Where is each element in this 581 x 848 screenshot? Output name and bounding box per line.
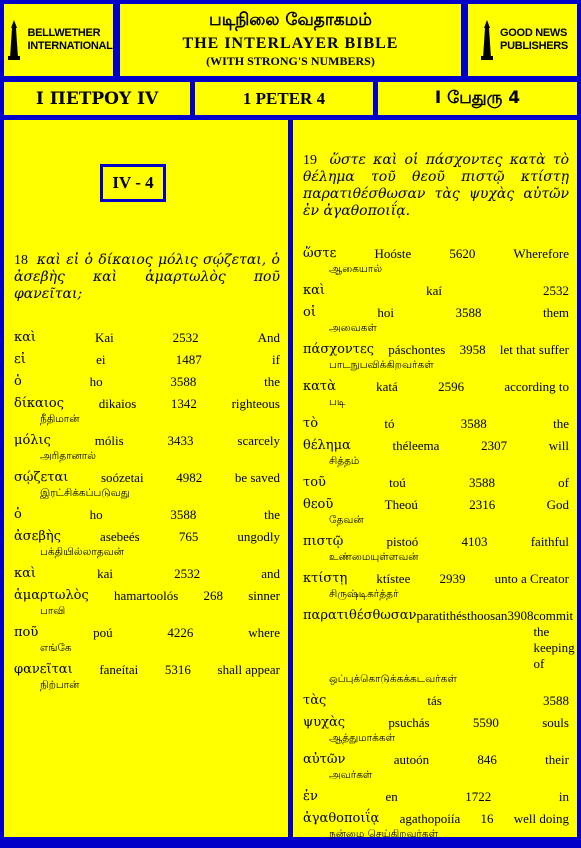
strong-number: 846	[477, 752, 497, 767]
word-list	[303, 246, 575, 848]
transliteration: soózetai	[100, 470, 144, 485]
right-column	[293, 120, 577, 840]
word-entry	[14, 566, 280, 582]
tamil-gloss: அவர்கள்	[329, 769, 373, 781]
transliteration: ktístee	[376, 571, 411, 586]
verse-greek-text: ὥστε καὶ οἱ πάσχοντες κατὰ τὸ θέλημα τοῦ θεοῦ πιστῷ κτίστῃ παρατιθέσθωσαν τὰς ψυχὰς αὐτῶν ἐν ἀγαθοποιΐᾳ.	[303, 152, 570, 219]
bellwether-logo	[4, 4, 113, 76]
logo-line1: BELLWETHER	[27, 27, 101, 39]
verse-number: 19	[303, 153, 317, 168]
tamil-gloss: பக்தியில்லாதவன்	[40, 546, 124, 558]
greek-word: εἰ	[14, 352, 26, 367]
greek-word: ποῦ	[14, 625, 39, 640]
strong-number: 4103	[461, 534, 488, 549]
word-entry	[14, 588, 280, 619]
word-entry-line	[14, 507, 280, 523]
english-gloss: them	[542, 305, 569, 320]
tamil-gloss: நிற்பான்	[40, 679, 80, 691]
greek-word: ἁμαρτωλὸς	[14, 588, 89, 603]
transliteration: en	[385, 789, 398, 804]
verse-18	[14, 252, 280, 303]
word-entry	[303, 789, 569, 805]
word-entry	[14, 352, 280, 368]
english-gloss: God	[546, 497, 569, 512]
english-gloss: And	[257, 330, 280, 345]
english-gloss: faithful	[530, 534, 569, 549]
tamil-gloss: பாடநுபவிக்கிறவர்கள்	[329, 359, 434, 371]
strong-number: 5590	[472, 715, 499, 730]
word-entry-line	[14, 396, 280, 412]
greek-word: καὶ	[14, 330, 37, 345]
transliteration: psuchás	[388, 715, 430, 730]
tamil-gloss: எங்கே	[40, 642, 72, 654]
english-gloss: let that suffer	[499, 342, 569, 357]
english-gloss: be saved	[234, 470, 280, 485]
word-entry-line	[14, 625, 280, 641]
transliteration: kai	[97, 566, 113, 581]
word-entry-line	[303, 715, 569, 731]
english-gloss: scarcely	[237, 433, 280, 448]
word-entry-line	[303, 693, 569, 709]
transliteration: ho	[89, 374, 103, 389]
transliteration: Hoóste	[374, 246, 412, 261]
strong-number: 3588	[170, 374, 197, 389]
word-entry	[303, 608, 575, 687]
greek-word: τοῦ	[303, 475, 326, 490]
strong-number: 2532	[172, 330, 199, 345]
logo-line2: PUBLISHERS	[500, 40, 568, 52]
word-entry-line	[14, 662, 280, 678]
english-gloss: of	[558, 475, 569, 490]
greek-word: τὸ	[303, 416, 319, 431]
word-entry-line	[303, 379, 569, 395]
strong-number: 5620	[449, 246, 476, 261]
tamil-gloss: அவைகள்	[329, 322, 377, 334]
tower-icon	[477, 20, 497, 60]
good-news-logo	[468, 4, 577, 76]
transliteration: faneítai	[99, 662, 139, 677]
tamil-gloss: ஆகையால்	[329, 263, 383, 275]
english-gloss: the	[264, 374, 280, 389]
transliteration: Kai	[94, 330, 114, 345]
tamil-gloss: நன்மை செய்கிறவர்கள்	[329, 828, 439, 840]
tamil-gloss: ஆத்துமாக்கள்	[329, 732, 396, 744]
word-entry	[303, 715, 569, 746]
english-gloss: Wherefore	[513, 246, 569, 261]
transliteration: Theoú	[384, 497, 418, 512]
word-entry	[303, 475, 569, 491]
tamil-gloss: நீதிமான்	[40, 413, 80, 425]
word-entry	[303, 693, 569, 709]
transliteration: mólis	[94, 433, 124, 448]
strong-number: 3588	[468, 475, 495, 490]
english-gloss: righteous	[231, 396, 280, 411]
tamil-gloss: உண்மையுள்ளவன்	[329, 551, 419, 563]
strong-number: 3588	[543, 693, 569, 708]
chapter-label: IV - 4	[112, 173, 154, 192]
left-column	[4, 120, 288, 837]
book-tamil-header	[378, 82, 577, 115]
strong-number: 268	[203, 588, 223, 603]
greek-word: τὰς	[303, 693, 327, 708]
word-entry-line	[14, 374, 280, 390]
strong-number: 3588	[455, 305, 482, 320]
english-gloss: souls	[542, 715, 569, 730]
transliteration: kaí	[426, 283, 442, 298]
transliteration: poú	[93, 625, 113, 640]
word-entry	[303, 752, 569, 783]
greek-word: ἀσεβὴς	[14, 529, 61, 544]
transliteration: autoón	[393, 752, 430, 767]
word-entry-line	[303, 497, 569, 513]
transliteration: páschontes	[388, 342, 446, 357]
strong-number: 1487	[175, 352, 202, 367]
greek-word: θέλημα	[303, 438, 351, 453]
verse-19	[303, 152, 569, 220]
greek-word: ὁ	[14, 507, 22, 522]
book-greek-header	[4, 82, 190, 115]
title-main: THE INTERLAYER BIBLE	[182, 35, 399, 52]
greek-word: ἐν	[303, 789, 318, 804]
verse-number: 18	[14, 253, 28, 268]
tamil-gloss: அரிதானால்	[40, 450, 96, 462]
strong-number: 3588	[170, 507, 197, 522]
word-entry	[303, 571, 569, 602]
transliteration: hamartoolós	[114, 588, 179, 603]
word-entry-line	[14, 433, 280, 449]
greek-word: καὶ	[14, 566, 37, 581]
greek-word: θεοῦ	[303, 497, 334, 512]
verse-greek-text: καὶ εἰ ὁ δίκαιος μόλις σῴζεται, ὁ ἀσεβὴς καὶ ἁμαρτωλὸς ποῦ φανεῖται;	[14, 252, 280, 302]
word-entry-line	[303, 416, 569, 432]
english-gloss: the	[553, 416, 569, 431]
english-gloss: according to	[504, 379, 569, 394]
strong-number: 1342	[170, 396, 197, 411]
word-entry	[303, 497, 569, 528]
word-entry-line	[14, 352, 280, 368]
strong-number: 3908	[507, 608, 534, 623]
english-gloss: their	[545, 752, 569, 767]
word-entry-line	[303, 789, 569, 805]
strong-number: 3958	[459, 342, 486, 357]
greek-word: κτίστῃ	[303, 571, 348, 586]
tamil-gloss: ஒப்புக்கொடுக்கக்கடவர்கள்	[329, 673, 457, 685]
transliteration: paratithésthoosan	[416, 608, 508, 623]
strong-number: 2532	[174, 566, 201, 581]
transliteration: pistoó	[386, 534, 419, 549]
tamil-gloss: படி	[329, 396, 346, 408]
transliteration: hoi	[377, 305, 395, 320]
word-entry	[14, 662, 280, 693]
tamil-gloss: தேவன்	[329, 514, 364, 526]
greek-word: ψυχὰς	[303, 715, 346, 730]
word-entry-line	[303, 534, 569, 550]
word-entry-line	[303, 283, 569, 299]
word-entry-line	[14, 470, 280, 486]
strong-number: 2307	[481, 438, 508, 453]
greek-word: ἀγαθοποιΐᾳ	[303, 811, 380, 826]
greek-word: ὁ	[14, 374, 22, 389]
book-greek: Ι ΠΕΤΡΟΥ IV	[35, 88, 159, 109]
transliteration: agathopoiía	[399, 811, 461, 826]
word-entry	[303, 534, 569, 565]
strong-number: 16	[480, 811, 494, 826]
transliteration: toú	[389, 475, 406, 490]
strong-number: 4982	[176, 470, 203, 485]
strong-number: 765	[178, 529, 199, 544]
word-entry-line	[14, 330, 280, 346]
word-entry-line	[303, 811, 569, 827]
transliteration: tás	[427, 693, 442, 708]
greek-word: οἱ	[303, 305, 316, 320]
word-entry-line	[303, 571, 569, 587]
word-entry	[14, 433, 280, 464]
title-block	[120, 4, 461, 76]
strong-number: 1722	[465, 789, 492, 804]
book-english: 1 PETER 4	[242, 88, 326, 108]
word-entry	[14, 470, 280, 501]
english-gloss: ungodly	[237, 529, 280, 544]
word-entry	[303, 416, 569, 432]
english-gloss: unto a Creator	[494, 571, 569, 586]
word-entry	[303, 305, 569, 336]
english-gloss: the	[264, 507, 280, 522]
tower-icon	[4, 20, 24, 60]
tamil-gloss: இரட்சிக்கப்படுவது	[40, 487, 130, 499]
word-entry	[303, 379, 569, 410]
english-gloss: where	[248, 625, 280, 640]
word-entry-line	[303, 342, 569, 358]
word-entry	[303, 283, 569, 299]
word-entry	[303, 438, 569, 469]
word-entry	[303, 246, 569, 277]
word-entry-line	[14, 588, 280, 604]
chapter-box	[100, 164, 166, 202]
word-entry	[14, 507, 280, 523]
logo-line1: GOOD NEWS	[500, 27, 568, 39]
english-gloss: in	[558, 789, 569, 804]
english-gloss: shall appear	[217, 662, 280, 677]
word-entry	[14, 374, 280, 390]
tamil-gloss: சிருஷ்டிகர்த்தர்	[329, 588, 399, 600]
transliteration: asebeés	[100, 529, 140, 544]
logo-line2: INTERNATIONAL	[27, 40, 113, 52]
tamil-gloss: சித்தம்	[329, 455, 360, 467]
strong-number: 5316	[164, 662, 191, 677]
strong-number: 2939	[439, 571, 466, 586]
word-entry-line	[303, 438, 569, 454]
strong-number: 4226	[167, 625, 194, 640]
greek-word: φανεῖται	[14, 662, 73, 677]
greek-word: μόλις	[14, 433, 51, 448]
tamil-gloss: பாவி	[40, 605, 66, 617]
strong-number: 2316	[469, 497, 496, 512]
greek-word: αὐτῶν	[303, 752, 346, 767]
english-gloss: commit the keeping of	[533, 608, 575, 671]
word-entry	[303, 811, 569, 842]
greek-word: παρατιθέσθωσαν	[303, 608, 417, 623]
greek-word: καὶ	[303, 283, 326, 298]
word-entry-line	[303, 475, 569, 491]
strong-number: 3588	[460, 416, 487, 431]
transliteration: ho	[89, 507, 103, 522]
greek-word: δίκαιος	[14, 396, 65, 411]
greek-word: πιστῷ	[303, 534, 344, 549]
strong-number: 2532	[543, 283, 569, 298]
strong-number: 3433	[167, 433, 194, 448]
book-tamil: I பேதுரு 4	[434, 87, 521, 108]
greek-word: σῴζεται	[14, 470, 69, 485]
title-tamil: படிநிலை வேதாகமம்	[209, 10, 372, 30]
transliteration: théleema	[392, 438, 440, 453]
word-entry	[14, 330, 280, 346]
english-gloss: well doing	[513, 811, 569, 826]
strong-number: 2596	[438, 379, 465, 394]
word-entry	[303, 342, 569, 373]
word-entry-line	[303, 752, 569, 768]
word-entry	[14, 625, 280, 656]
english-gloss: and	[261, 566, 280, 581]
transliteration: ei	[96, 352, 106, 367]
word-entry	[14, 529, 280, 560]
word-entry-line	[303, 608, 575, 672]
greek-word: πάσχοντες	[303, 342, 375, 357]
word-entry-line	[303, 305, 569, 321]
word-entry-line	[303, 246, 569, 262]
transliteration: dikaios	[98, 396, 137, 411]
word-list	[14, 330, 280, 699]
english-gloss: if	[272, 352, 280, 367]
greek-word: κατὰ	[303, 379, 336, 394]
word-entry-line	[14, 566, 280, 582]
transliteration: katá	[376, 379, 398, 394]
transliteration: tó	[384, 416, 395, 431]
word-entry-line	[14, 529, 280, 545]
english-gloss: will	[548, 438, 569, 453]
word-entry	[14, 396, 280, 427]
book-english-header	[195, 82, 373, 115]
greek-word: ὥστε	[303, 246, 337, 261]
title-sub: (WITH STRONG'S NUMBERS)	[206, 54, 375, 68]
english-gloss: sinner	[248, 588, 280, 603]
